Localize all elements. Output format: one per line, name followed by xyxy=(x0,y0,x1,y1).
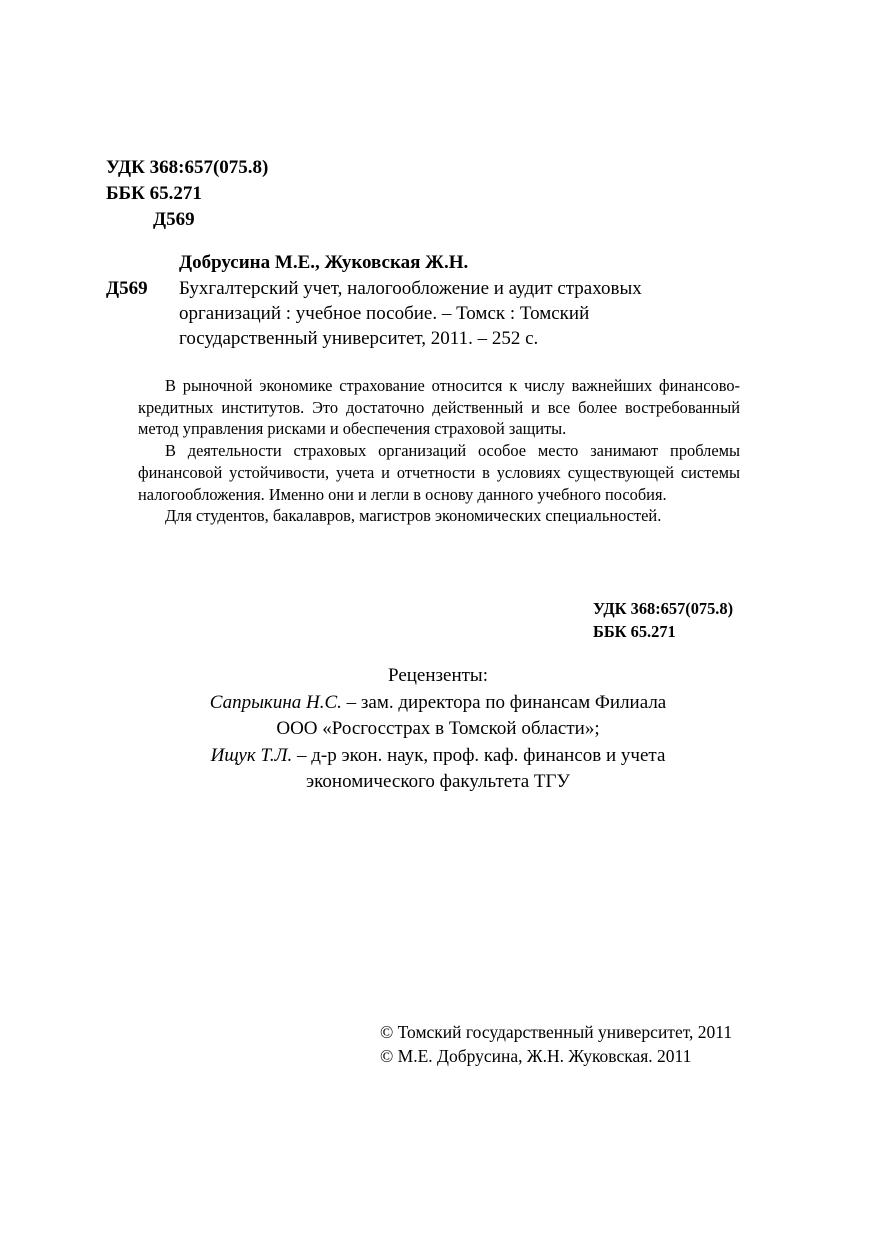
copyright-block xyxy=(380,1020,732,1068)
bbk-code: ББК 65.271 xyxy=(106,183,202,204)
reviewer-1-position: – зам. директора по финансам Филиала xyxy=(341,691,667,713)
annotation-paragraph: В деятельности страховых организаций особое место занимают проблемы финансовой устойчивости, учета и отчетности в условиях существующей системы налогообложения. Именно они и легли в основу данного учебного пособия. xyxy=(138,441,740,504)
annotation-paragraph: Для студентов, бакалавров, магистров экономических специальностей. xyxy=(165,506,662,526)
reviewer-1 xyxy=(120,690,756,717)
reviewer-2-name: Ищук Т.Л. xyxy=(210,744,293,766)
bib-cutter-code: Д569 xyxy=(106,278,148,299)
copyright-line: © М.Е. Добрусина, Ж.Н. Жуковская. 2011 xyxy=(380,1046,692,1066)
reviewer-1-name: Сапрыкина Н.С. xyxy=(209,691,342,713)
reviewers-heading: Рецензенты: xyxy=(388,665,488,686)
reviewer-1-affiliation: ООО «Росгосстрах в Томской области»; xyxy=(276,718,600,739)
annotation-paragraph: В рыночной экономике страхование относится к числу важнейших финансово-кредитных институтов. Это достаточно действенный и все более востребованный метод управления рисками и обеспечения страховой защиты. xyxy=(138,376,740,439)
bib-line: государственный университет, 2011. – 252 с. xyxy=(179,328,539,349)
udk-code-bottom: УДК 368:657(075.8) xyxy=(593,599,734,618)
bib-line: Бухгалтерский учет, налогообложение и аудит страховых xyxy=(179,278,642,299)
authors-heading: Добрусина М.Е., Жуковская Ж.Н. xyxy=(179,252,469,273)
bibliographic-description xyxy=(179,276,719,351)
classification-block xyxy=(106,155,268,233)
bib-line: организаций : учебное пособие. – Томск : Томский xyxy=(179,303,590,324)
reviewers-block xyxy=(120,663,756,796)
copyright-line: © Томский государственный университет, 2011 xyxy=(380,1022,733,1042)
cutter-code: Д569 xyxy=(153,209,195,230)
classification-block-bottom xyxy=(593,597,733,643)
bbk-code-bottom: ББК 65.271 xyxy=(593,622,676,641)
reviewer-2-affiliation: экономического факультета ТГУ xyxy=(306,771,570,792)
reviewer-2-position: – д-р экон. наук, проф. каф. финансов и учета xyxy=(292,744,666,766)
annotation xyxy=(138,375,740,527)
udk-code: УДК 368:657(075.8) xyxy=(106,157,269,178)
reviewer-2 xyxy=(120,743,756,770)
